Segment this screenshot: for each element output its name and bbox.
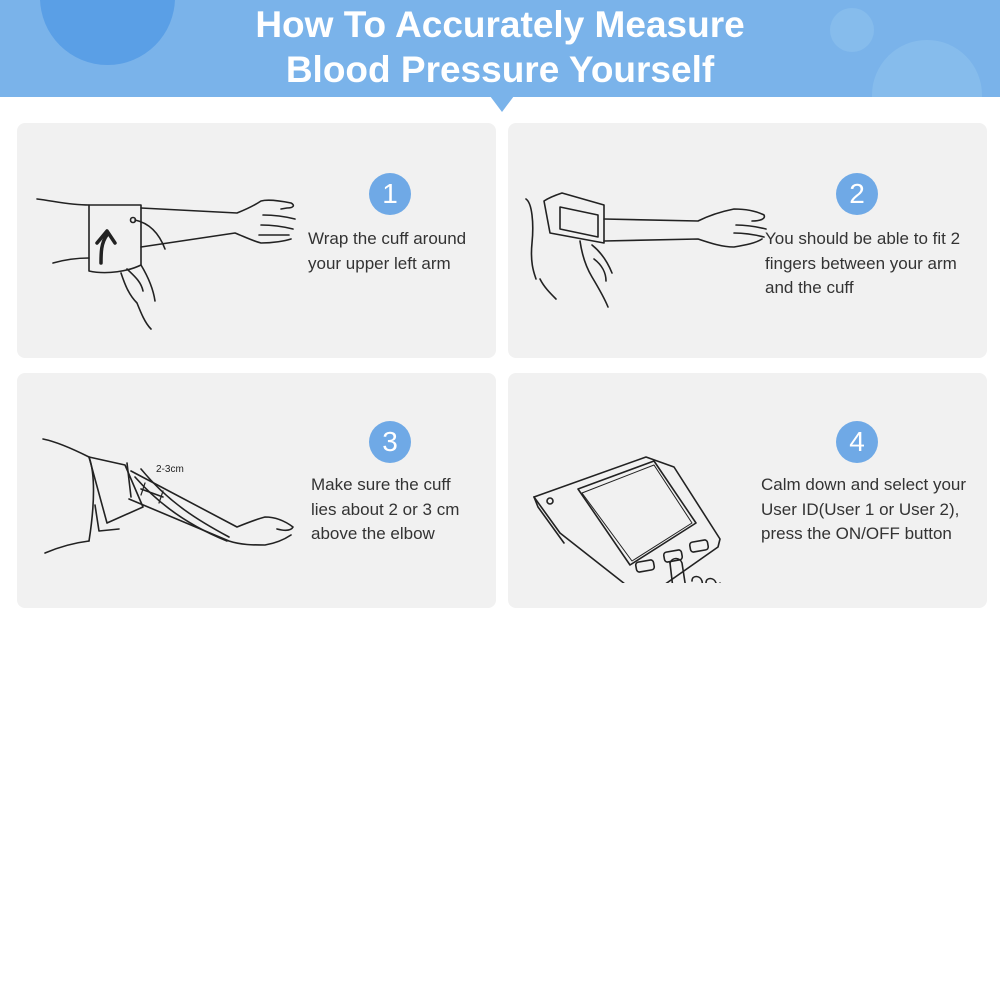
step-number-badge: 3 <box>369 421 411 463</box>
step-number-badge: 1 <box>369 173 411 215</box>
monitor-press-button-icon <box>520 413 800 583</box>
measure-label: 2-3cm <box>156 464 184 475</box>
text-line: Wrap the cuff around <box>308 229 467 248</box>
text-line: fingers between your arm <box>765 253 957 273</box>
text-line: your upper left arm <box>308 253 451 273</box>
banner-pointer <box>490 96 514 112</box>
text-line: Make sure the cuff <box>311 475 451 494</box>
step-card-2 <box>508 123 987 358</box>
step-description <box>761 473 966 547</box>
title-line: How To Accurately Measure <box>255 4 745 45</box>
fingers-under-cuff-icon <box>520 163 800 333</box>
text-line: User ID(User 1 or User 2), <box>761 499 960 519</box>
step-card-3 <box>17 373 496 608</box>
title-line: Blood Pressure Yourself <box>285 49 715 90</box>
text-line: lies about 2 or 3 cm <box>311 499 460 519</box>
text-line: and the cuff <box>765 278 854 297</box>
step-description <box>765 227 960 301</box>
text-line: Calm down and select your <box>761 475 967 494</box>
cuff-above-elbow-icon <box>29 413 309 583</box>
arm-wrap-cuff-icon <box>29 163 309 333</box>
step-description <box>308 227 466 276</box>
step-card-4 <box>508 373 987 608</box>
page-title <box>0 2 1000 92</box>
step-number-badge: 4 <box>836 421 878 463</box>
text-line: press the ON/OFF button <box>761 524 952 543</box>
step-number-badge: 2 <box>836 173 878 215</box>
step-description <box>311 473 459 547</box>
header-banner <box>0 0 1000 97</box>
text-line: You should be able to fit 2 <box>765 229 961 248</box>
text-line: above the elbow <box>311 524 435 543</box>
step-card-1 <box>17 123 496 358</box>
